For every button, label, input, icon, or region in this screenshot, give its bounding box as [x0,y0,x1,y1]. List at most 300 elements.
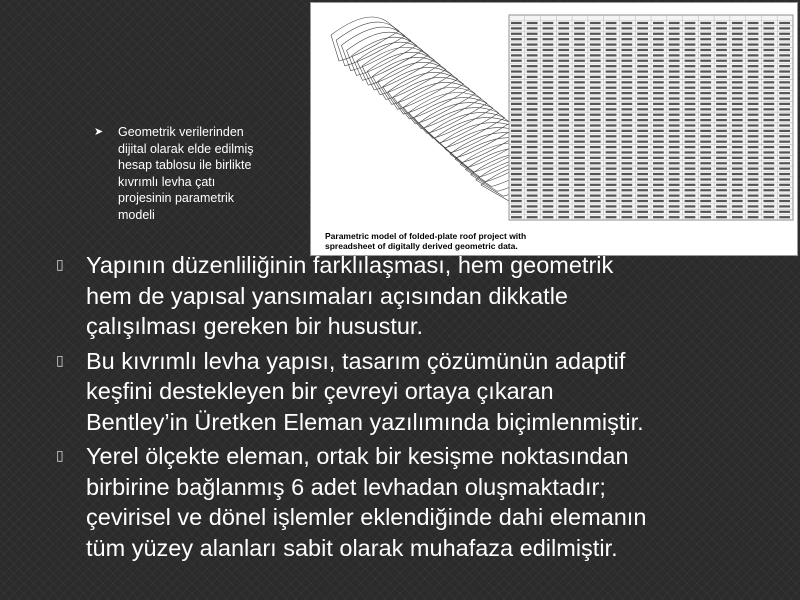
spreadsheet-cell-value [590,200,601,202]
spreadsheet-cell-value [543,184,554,186]
spreadsheet-cell-value [685,151,696,153]
spreadsheet-cell-value [669,97,680,99]
spreadsheet-cell-value [543,205,554,207]
spreadsheet-cell-value [669,184,680,186]
spreadsheet-cell-value [558,108,569,110]
figure-description-text [118,124,300,223]
spreadsheet-cell-value [763,124,774,126]
spreadsheet-cell-value [732,114,743,116]
spreadsheet-cell-value [700,146,711,148]
spreadsheet-cell-value [700,76,711,78]
spreadsheet-cell-value [779,124,790,126]
spreadsheet-cell-value [637,114,648,116]
spreadsheet-cell-value [511,216,522,218]
spreadsheet-cell-value [511,70,522,72]
spreadsheet-cell-value [700,92,711,94]
spreadsheet-cell-value [527,49,538,51]
spreadsheet-cell-value [590,33,601,35]
spreadsheet-cell-value [716,114,727,116]
spreadsheet-cell-value [606,195,617,197]
spreadsheet-cell-value [558,33,569,35]
spreadsheet-cell-value [637,43,648,45]
spreadsheet-cell-value [748,60,759,62]
spreadsheet-cell-value [558,54,569,56]
spreadsheet-cell-value [527,168,538,170]
spreadsheet-cell-value [558,70,569,72]
spreadsheet-cell-value [606,146,617,148]
spreadsheet-cell-value [558,157,569,159]
spreadsheet-cell-value [779,38,790,40]
spreadsheet-cell-value [527,146,538,148]
spreadsheet-cell-value [763,81,774,83]
spreadsheet-cell-value [574,141,585,143]
spreadsheet-cell-value [685,54,696,56]
spreadsheet-cell-value [653,189,664,191]
spreadsheet-cell-value [574,168,585,170]
spreadsheet-cell-value [621,33,632,35]
spreadsheet-cell-value [700,108,711,110]
spreadsheet-cell-value [763,76,774,78]
spreadsheet-cell-value [763,189,774,191]
spreadsheet-cell-value [748,43,759,45]
spreadsheet-cell-value [653,216,664,218]
text-line: Yerel ölçekte eleman, ortak bir kesişme noktasından [86,443,629,469]
spreadsheet-cell-value [574,173,585,175]
spreadsheet-cell-value [779,49,790,51]
spreadsheet-cell-value [716,76,727,78]
spreadsheet-cell-value [669,168,680,170]
spreadsheet-cell-value [653,65,664,67]
spreadsheet-cell-value [653,124,664,126]
spreadsheet-cell-value [543,38,554,40]
spreadsheet-cell-value [590,141,601,143]
spreadsheet-cell-value [748,92,759,94]
spreadsheet-cell-value [779,211,790,213]
spreadsheet-cell-value [763,97,774,99]
spreadsheet-cell-value [511,168,522,170]
spreadsheet-cell-value [716,54,727,56]
spreadsheet-cell-value [527,135,538,137]
spreadsheet-cell-value [574,157,585,159]
spreadsheet-cell-value [779,54,790,56]
roof-plate [383,67,458,109]
spreadsheet-cell-value [637,22,648,24]
spreadsheet-cell-value [543,178,554,180]
spreadsheet-cell-value [700,38,711,40]
text-line: Bentley’in Üretken Eleman yazılımında biçimlenmiştir. [86,408,644,435]
spreadsheet-cell-value [685,146,696,148]
spreadsheet-cell-value [606,178,617,180]
spreadsheet-cell-value [716,200,727,202]
spreadsheet-cell-value [700,184,711,186]
spreadsheet-cell-value [527,151,538,153]
spreadsheet-cell-value [574,70,585,72]
spreadsheet-cell-value [574,97,585,99]
spreadsheet-cell-value [748,38,759,40]
spreadsheet-cell-value [637,189,648,191]
spreadsheet-cell-value [637,141,648,143]
spreadsheet-cell-value [716,87,727,89]
spreadsheet-cell-value [511,97,522,99]
spreadsheet-cell-value [685,216,696,218]
spreadsheet-cell-value [732,70,743,72]
spreadsheet-cell-value [574,49,585,51]
spreadsheet-cell-value [732,92,743,94]
spreadsheet-cell-value [543,119,554,121]
spreadsheet-cell-value [685,70,696,72]
spreadsheet-cell-value [685,114,696,116]
spreadsheet-cell-value [527,173,538,175]
spreadsheet-cell-value [543,103,554,105]
spreadsheet-cell-value [590,27,601,29]
spreadsheet-cell-value [590,162,601,164]
spreadsheet-cell-value [527,70,538,72]
spreadsheet-cell-value [527,54,538,56]
spreadsheet-cell-value [716,43,727,45]
spreadsheet-cell-value [779,157,790,159]
spreadsheet-cell-value [716,211,727,213]
spreadsheet-cell-value [511,54,522,56]
text-line: kıvrımlı levha çatı [118,174,216,189]
spreadsheet-cell-value [606,216,617,218]
spreadsheet-cell-value [558,184,569,186]
spreadsheet-cell-value [527,33,538,35]
spreadsheet-cell-value [700,211,711,213]
spreadsheet-cell-value [621,54,632,56]
spreadsheet-cell-value [700,103,711,105]
spreadsheet-cell-value [527,178,538,180]
spreadsheet-cell-value [716,189,727,191]
bullet-marker-icon: ▯ [56,351,64,368]
spreadsheet-cell-value [685,108,696,110]
figure-caption [325,231,595,251]
spreadsheet-cell-value [527,76,538,78]
spreadsheet-cell-value [543,54,554,56]
spreadsheet-cell-value [779,43,790,45]
spreadsheet-cell-value [669,60,680,62]
spreadsheet-cell-value [558,22,569,24]
spreadsheet-cell-value [653,173,664,175]
spreadsheet-cell-value [606,205,617,207]
spreadsheet-cell-value [779,162,790,164]
spreadsheet-cell-value [606,103,617,105]
spreadsheet-cell-value [606,38,617,40]
spreadsheet-cell-value [590,97,601,99]
spreadsheet-cell-value [621,178,632,180]
spreadsheet-cell-value [527,205,538,207]
spreadsheet-cell-value [779,141,790,143]
spreadsheet-cell-value [543,33,554,35]
spreadsheet-cell-value [685,97,696,99]
spreadsheet-cell-value [621,195,632,197]
spreadsheet-cell-value [621,22,632,24]
spreadsheet-cell-value [669,200,680,202]
roof-plate [388,72,464,114]
spreadsheet-cell-value [606,70,617,72]
spreadsheet-cell-value [543,70,554,72]
spreadsheet-cell-value [606,200,617,202]
spreadsheet-cell-value [558,38,569,40]
spreadsheet-cell-value [669,92,680,94]
spreadsheet-cell-value [700,189,711,191]
spreadsheet-cell-value [621,200,632,202]
spreadsheet-cell-value [748,97,759,99]
spreadsheet-cell-value [685,211,696,213]
spreadsheet-cell-value [748,141,759,143]
spreadsheet-cell-value [527,157,538,159]
spreadsheet-cell-value [685,103,696,105]
spreadsheet-cell-value [653,162,664,164]
bullet-item [56,441,791,563]
spreadsheet-cell-value [653,97,664,99]
spreadsheet-cell-value [779,205,790,207]
spreadsheet-cell-value [558,92,569,94]
spreadsheet-cell-value [700,22,711,24]
spreadsheet-cell-value [574,22,585,24]
spreadsheet-cell-value [716,92,727,94]
spreadsheet-cell-value [748,195,759,197]
spreadsheet-cell-value [716,184,727,186]
spreadsheet-cell-value [685,135,696,137]
spreadsheet-cell-value [700,178,711,180]
spreadsheet-cell-value [606,211,617,213]
spreadsheet-cell-value [732,141,743,143]
spreadsheet-cell-value [732,157,743,159]
spreadsheet-cell-value [700,65,711,67]
spreadsheet-cell-value [732,173,743,175]
spreadsheet-cell-value [748,70,759,72]
spreadsheet-cell-value [700,124,711,126]
spreadsheet-cell-value [527,200,538,202]
spreadsheet-cell-value [637,173,648,175]
spreadsheet-cell-value [527,60,538,62]
spreadsheet-cell-value [700,195,711,197]
spreadsheet-cell-value [685,189,696,191]
spreadsheet-cell-value [732,146,743,148]
spreadsheet-cell-value [621,124,632,126]
spreadsheet-cell-value [653,114,664,116]
spreadsheet-cell-value [669,124,680,126]
spreadsheet-cell-value [779,92,790,94]
spreadsheet-cell-value [669,54,680,56]
spreadsheet-cell-value [669,211,680,213]
spreadsheet-cell-value [590,211,601,213]
spreadsheet-cell-value [621,49,632,51]
spreadsheet-cell-value [763,114,774,116]
spreadsheet-cell-value [700,135,711,137]
spreadsheet-cell-value [590,114,601,116]
spreadsheet-cell-value [590,151,601,153]
spreadsheet-cell-value [716,124,727,126]
spreadsheet-cell-value [558,49,569,51]
spreadsheet-cell-value [558,65,569,67]
spreadsheet-cell-value [527,162,538,164]
spreadsheet-cell-value [621,87,632,89]
spreadsheet-cell-value [590,189,601,191]
spreadsheet-cell-value [653,70,664,72]
spreadsheet-cell-value [574,87,585,89]
spreadsheet-cell-value [653,103,664,105]
spreadsheet-cell-value [558,178,569,180]
spreadsheet-cell-value [590,87,601,89]
spreadsheet-cell-value [748,22,759,24]
spreadsheet-cell-value [511,65,522,67]
spreadsheet-cell-value [748,54,759,56]
spreadsheet-cell-value [763,135,774,137]
spreadsheet-cell-value [685,65,696,67]
spreadsheet-cell-value [621,38,632,40]
spreadsheet-cell-value [574,211,585,213]
spreadsheet-cell-value [763,141,774,143]
spreadsheet-cell-value [511,162,522,164]
spreadsheet-cell-value [511,38,522,40]
spreadsheet-cell-value [574,151,585,153]
spreadsheet-cell-value [511,205,522,207]
spreadsheet-cell-value [779,76,790,78]
spreadsheet-cell-value [716,103,727,105]
spreadsheet-cell-value [637,27,648,29]
spreadsheet-cell-value [779,168,790,170]
spreadsheet-cell-value [653,168,664,170]
spreadsheet-cell-value [543,211,554,213]
spreadsheet-cell-value [716,108,727,110]
spreadsheet-cell-value [763,119,774,121]
spreadsheet-cell-value [606,33,617,35]
spreadsheet-cell-value [732,189,743,191]
spreadsheet-cell-value [637,205,648,207]
spreadsheet-cell-value [527,141,538,143]
spreadsheet-cell-value [763,87,774,89]
spreadsheet-cell-value [716,162,727,164]
spreadsheet-cell-value [748,146,759,148]
spreadsheet-cell-value [748,168,759,170]
spreadsheet-cell-value [606,184,617,186]
spreadsheet-cell-value [669,38,680,40]
spreadsheet-cell-value [669,189,680,191]
spreadsheet-cell-value [716,168,727,170]
spreadsheet-cell-value [543,43,554,45]
spreadsheet-cell-value [606,92,617,94]
spreadsheet-cell-value [511,92,522,94]
spreadsheet-cell-value [637,65,648,67]
spreadsheet-cell-value [763,92,774,94]
spreadsheet-cell-value [511,189,522,191]
spreadsheet-cell-value [716,146,727,148]
spreadsheet-cell-value [732,81,743,83]
spreadsheet-cell-value [606,27,617,29]
spreadsheet-cell-value [606,60,617,62]
spreadsheet-cell-value [621,119,632,121]
spreadsheet-cell-value [748,49,759,51]
text-line: tüm yüzey alanları sabit olarak muhafaza edilmiştir. [86,534,618,561]
spreadsheet-cell-value [543,141,554,143]
spreadsheet-cell-value [669,151,680,153]
spreadsheet-cell-value [669,49,680,51]
spreadsheet-cell-value [621,76,632,78]
spreadsheet-cell-value [606,108,617,110]
spreadsheet-cell-value [763,130,774,132]
spreadsheet-cell-value [590,65,601,67]
spreadsheet-cell-value [590,81,601,83]
spreadsheet-cell-value [716,119,727,121]
spreadsheet-cell-value [763,151,774,153]
spreadsheet-cell-value [669,162,680,164]
spreadsheet-cell-value [653,38,664,40]
spreadsheet-cell-value [590,92,601,94]
spreadsheet-cell-value [621,216,632,218]
spreadsheet-cell-value [748,87,759,89]
spreadsheet-cell-value [653,49,664,51]
spreadsheet-cell-value [574,135,585,137]
spreadsheet-cell-value [763,168,774,170]
spreadsheet-cell-value [558,189,569,191]
spreadsheet-cell-value [732,151,743,153]
spreadsheet-cell-value [637,184,648,186]
spreadsheet-cell-value [700,216,711,218]
spreadsheet-cell-value [637,92,648,94]
spreadsheet-cell-value [590,43,601,45]
spreadsheet-cell-value [558,114,569,116]
spreadsheet-cell-value [558,173,569,175]
spreadsheet-cell-value [716,38,727,40]
spreadsheet-cell-value [685,130,696,132]
spreadsheet-cell-value [590,130,601,132]
spreadsheet-cell-value [685,178,696,180]
spreadsheet-cell-value [732,184,743,186]
spreadsheet-cell-value [748,33,759,35]
spreadsheet-cell-value [732,22,743,24]
spreadsheet-cell-value [527,108,538,110]
spreadsheet-cell-value [637,119,648,121]
spreadsheet-cell-value [700,49,711,51]
text-line: çevirisel ve dönel işlemler eklendiğinde dahi elemanın [86,504,647,530]
spreadsheet-cell-value [511,146,522,148]
spreadsheet-cell-value [527,43,538,45]
spreadsheet-cell-value [732,43,743,45]
spreadsheet-cell-value [732,38,743,40]
spreadsheet-cell-value [700,87,711,89]
spreadsheet-cell-value [558,81,569,83]
spreadsheet-cell-value [669,130,680,132]
spreadsheet-cell-value [763,146,774,148]
spreadsheet-cell-value [606,97,617,99]
spreadsheet-cell-value [669,119,680,121]
spreadsheet-cell-value [511,135,522,137]
spreadsheet-cell-value [621,114,632,116]
spreadsheet-cell-value [779,178,790,180]
spreadsheet-cell-value [511,184,522,186]
spreadsheet-cell-value [543,146,554,148]
spreadsheet-cell-value [779,65,790,67]
spreadsheet-cell-value [558,43,569,45]
spreadsheet-cell-value [700,162,711,164]
spreadsheet-cell-value [669,146,680,148]
spreadsheet-cell-value [543,65,554,67]
spreadsheet-cell-value [621,157,632,159]
spreadsheet-cell-value [558,216,569,218]
spreadsheet-cell-value [763,195,774,197]
spreadsheet-cell-value [732,87,743,89]
spreadsheet-cell-value [527,81,538,83]
spreadsheet-cell-value [779,81,790,83]
spreadsheet-cell-value [716,178,727,180]
spreadsheet-cell-value [527,211,538,213]
spreadsheet-cell-value [621,189,632,191]
spreadsheet-cell-value [669,33,680,35]
spreadsheet-cell-value [574,195,585,197]
spreadsheet-cell-value [543,97,554,99]
spreadsheet-cell-value [685,49,696,51]
